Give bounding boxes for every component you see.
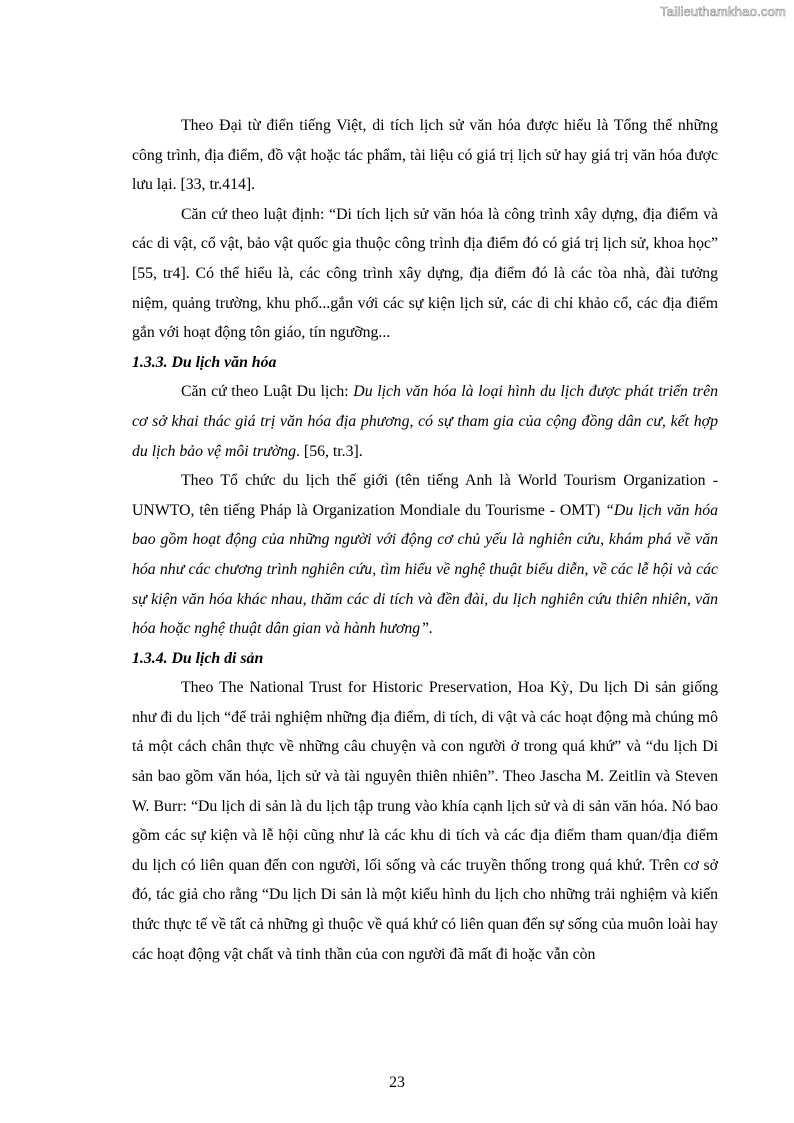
paragraph-unwto-definition — [132, 466, 718, 644]
heading-heritage-tourism: 1.3.4. Du lịch di sản — [132, 649, 264, 667]
page-body — [132, 111, 718, 969]
paragraph-definition-dictionary: Theo Đại từ điển tiếng Việt, di tích lịch sử văn hóa được hiểu là Tổng thể những công trình, địa điểm, đồ vật hoặc tác phẩm, tài liệu có giá trị lịch sử hay giá trị văn hóa được lưu lại. [33, tr.414]. — [132, 117, 718, 194]
tourism-law-lead: Căn cứ theo Luật Du lịch: — [181, 383, 354, 401]
watermark: Tailieuthamkhao.com — [660, 4, 786, 19]
paragraph-tourism-law — [132, 377, 718, 466]
paragraph-heritage-tourism: Theo The National Trust for Historic Preservation, Hoa Kỳ, Du lịch Di sản giống như đi du lịch “để trải nghiệm những địa điểm, di tích, di vật và các hoạt động mà chúng mô tả một cách chân thực về những câu chuyện và con người ở trong quá khứ” và “du lịch Di sản bao gồm văn hóa, lịch sử và tài nguyên thiên nhiên”. Theo Jascha M. Zeitlin và Steven W. Burr: “Du lịch di sản là du lịch tập trung vào khía cạnh lịch sử và di sản văn hóa. Nó bao gồm các sự kiện và lễ hội cũng như là các khu di tích và các địa điểm tham quan/địa điểm du lịch có liên quan đến con người, lối sống và các truyền thống trong quá khứ. Trên cơ sở đó, tác giả cho rằng “Du lịch Di sản là một kiểu hình du lịch cho những trải nghiệm và kiến thức thực tế về tất cả những gì thuộc về quá khứ có liên quan đến sự sống của muôn loài hay các hoạt động vật chất và tinh thần của con người đã mất đi hoặc vẫn còn — [132, 679, 718, 963]
heading-cultural-tourism: 1.3.3. Du lịch văn hóa — [132, 353, 277, 371]
unwto-lead: Theo Tổ chức du lịch thế giới (tên tiếng Anh là World Tourism Organization - UNWTO, tên tiếng Pháp là Organization Mondiale du Tourisme - OMT) — [132, 472, 718, 519]
tourism-law-quote: Du lịch văn hóa là loại hình du lịch được phát triển trên cơ sở khai thác giá trị văn hóa địa phương, có sự tham gia của cộng đồng dân cư, kết hợp du lịch bảo vệ môi trường — [132, 383, 718, 460]
page-number: 23 — [389, 1074, 405, 1091]
paragraph-legal-definition: Căn cứ theo luật định: “Di tích lịch sử văn hóa là công trình xây dựng, địa điểm và các di vật, cổ vật, bảo vật quốc gia thuộc công trình địa điểm đó có giá trị lịch sử, khoa học” [55, tr4]. Có thể hiểu là, các công trình xây dựng, địa điểm đó là các tòa nhà, đài tưởng niệm, quảng trường, khu phố...gắn với các sự kiện lịch sử, các di chỉ khảo cổ, các địa điểm gắn với hoạt động tôn giáo, tín ngưỡng... — [132, 205, 718, 342]
tourism-law-citation: . [56, tr.3]. — [296, 442, 363, 460]
unwto-quote: “Du lịch văn hóa bao gồm hoạt động của những người với động cơ chủ yếu là nghiên cứu, khám phá về văn hóa như các chương trình nghiên cứu, tìm hiểu về nghệ thuật biểu diễn, về các lễ hội và các sự kiện văn hóa khác nhau, thăm các di tích và đền đài, du lịch nghiên cứu thiên nhiên, văn hóa hoặc nghệ thuật dân gian và hành hương”. — [132, 501, 718, 638]
